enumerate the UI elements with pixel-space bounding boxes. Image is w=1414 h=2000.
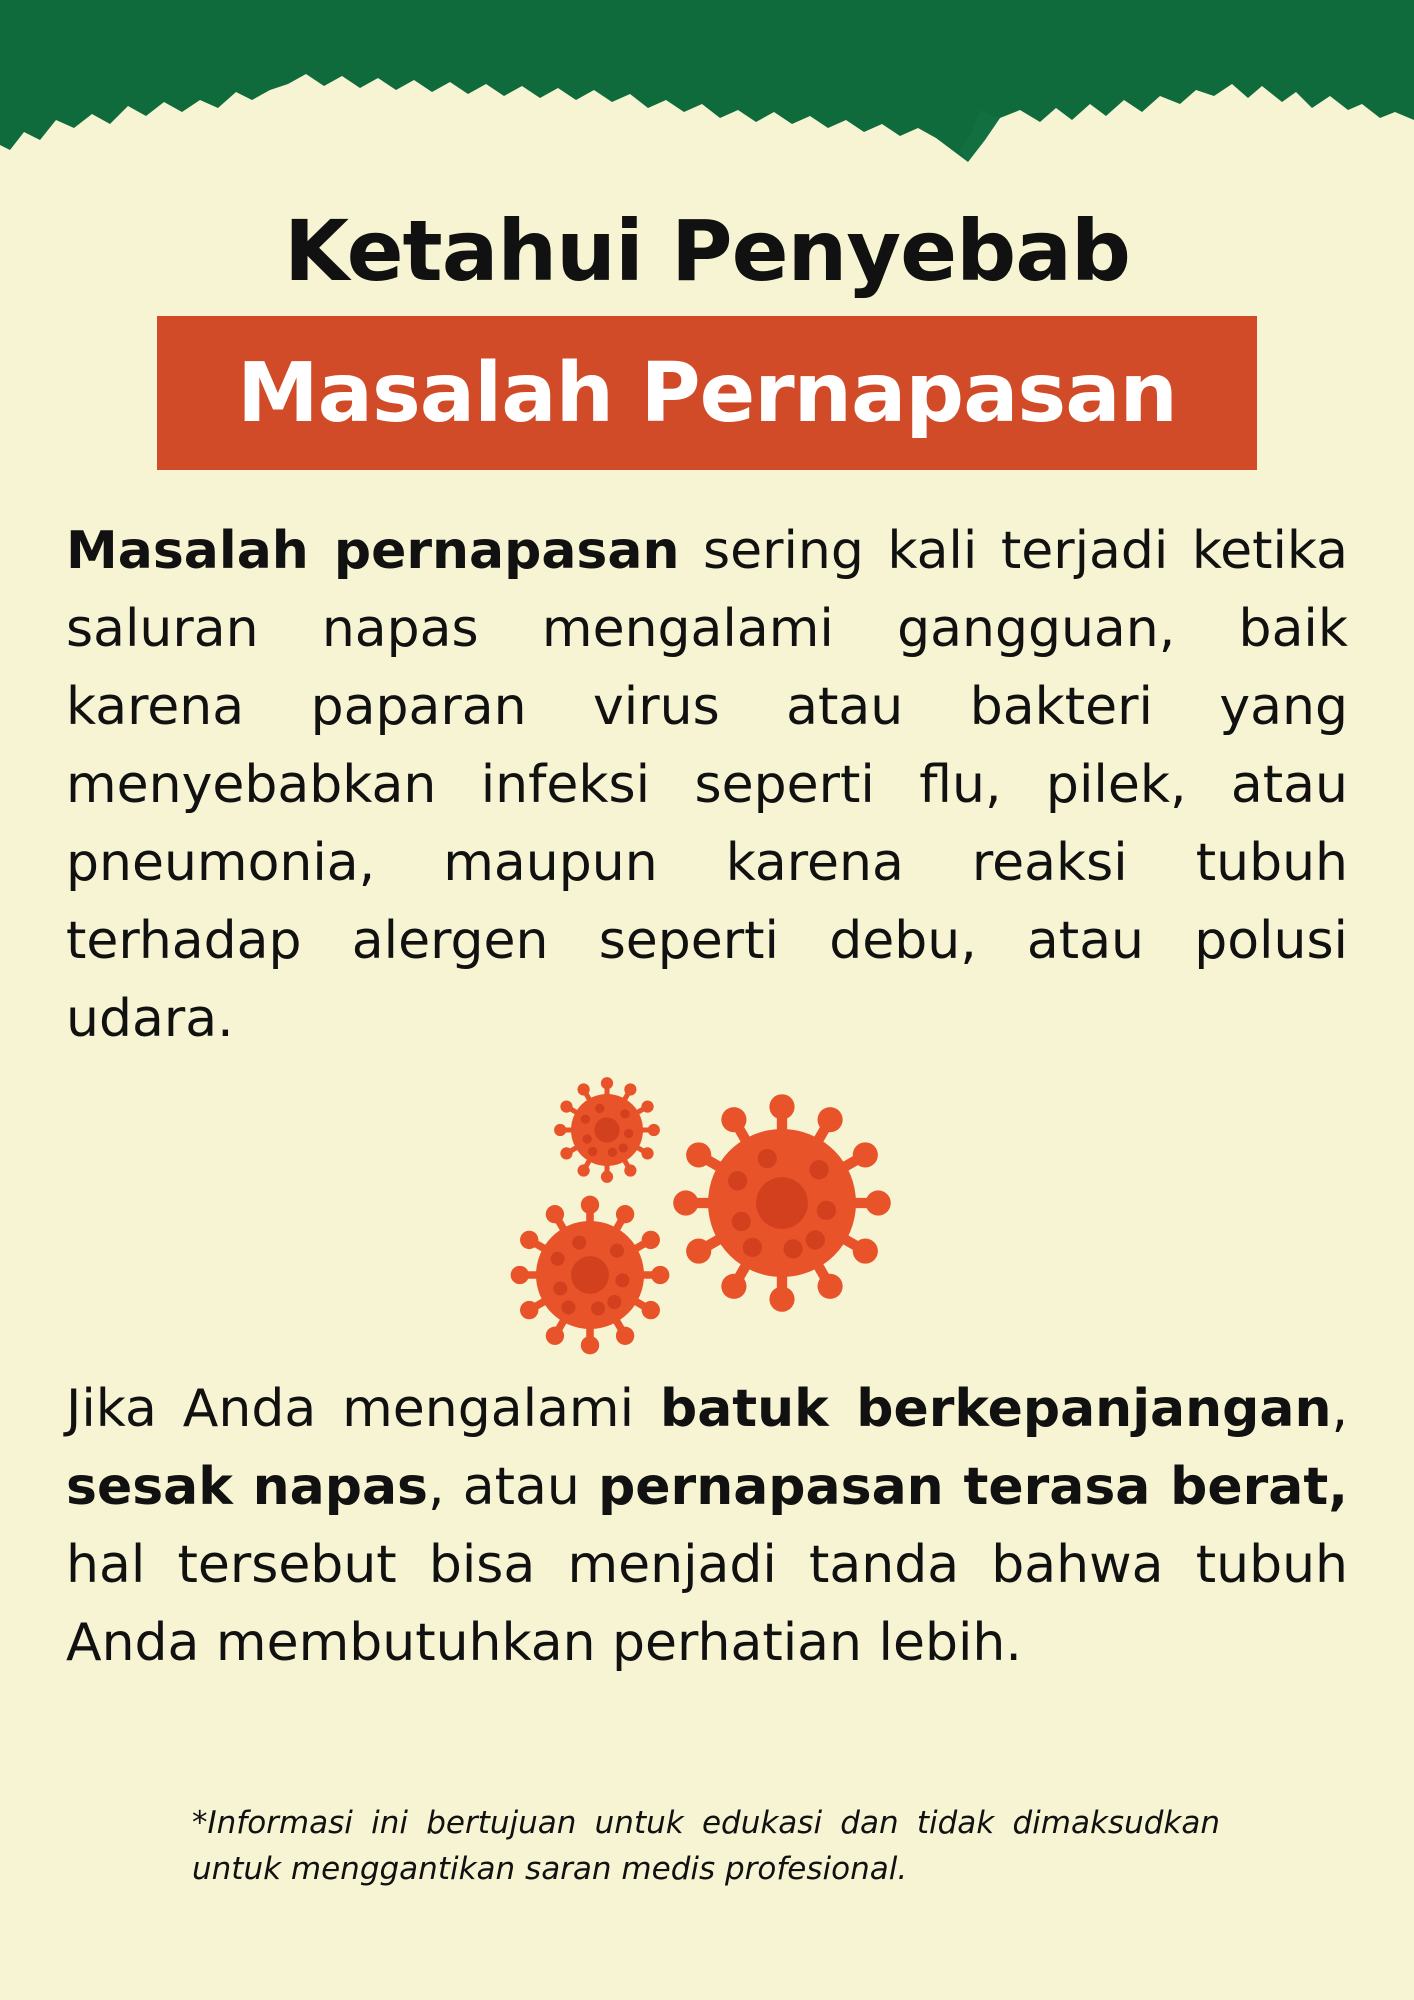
symptom-shortness-of-breath: sesak napas	[66, 1457, 429, 1517]
symptoms-text-4: hal tersebut bisa menjadi tanda bahwa tubuh Anda membutuhkan perhatian lebih.	[66, 1535, 1348, 1673]
intro-bold-lead: Masalah pernapasan	[66, 521, 680, 581]
virus-icon	[510, 1070, 910, 1370]
symptom-cough: batuk berkepanjangan	[659, 1379, 1332, 1439]
page-title: Ketahui Penyebab	[283, 202, 1131, 300]
subtitle-text: Masalah Pernapasan	[237, 345, 1177, 441]
symptoms-paragraph	[66, 1370, 1348, 1682]
torn-paper-header	[0, 0, 1414, 175]
symptom-heavy-breathing: pernapasan terasa berat,	[598, 1457, 1348, 1517]
symptoms-text-2: ,	[1331, 1379, 1348, 1439]
intro-text: sering kali terjadi ketika saluran napas mengalami gangguan, baik karena paparan virus atau bakteri yang menyebabkan infeksi seperti flu, pilek, atau pneumonia, maupun karena reaksi tubuh terhadap alergen seperti debu, atau polusi udara.	[66, 521, 1348, 1049]
virus-small	[554, 1077, 660, 1183]
intro-paragraph	[66, 512, 1348, 1058]
virus-large	[673, 1094, 891, 1312]
symptoms-text-3: , atau	[428, 1457, 599, 1517]
virus-medium	[511, 1196, 670, 1355]
disclaimer: *Informasi ini bertujuan untuk edukasi dan tidak dimaksudkan untuk menggantikan saran medis profesional.	[192, 1805, 1220, 1887]
subtitle-banner	[157, 316, 1257, 470]
symptoms-text-1: Jika Anda mengalami	[66, 1379, 660, 1439]
